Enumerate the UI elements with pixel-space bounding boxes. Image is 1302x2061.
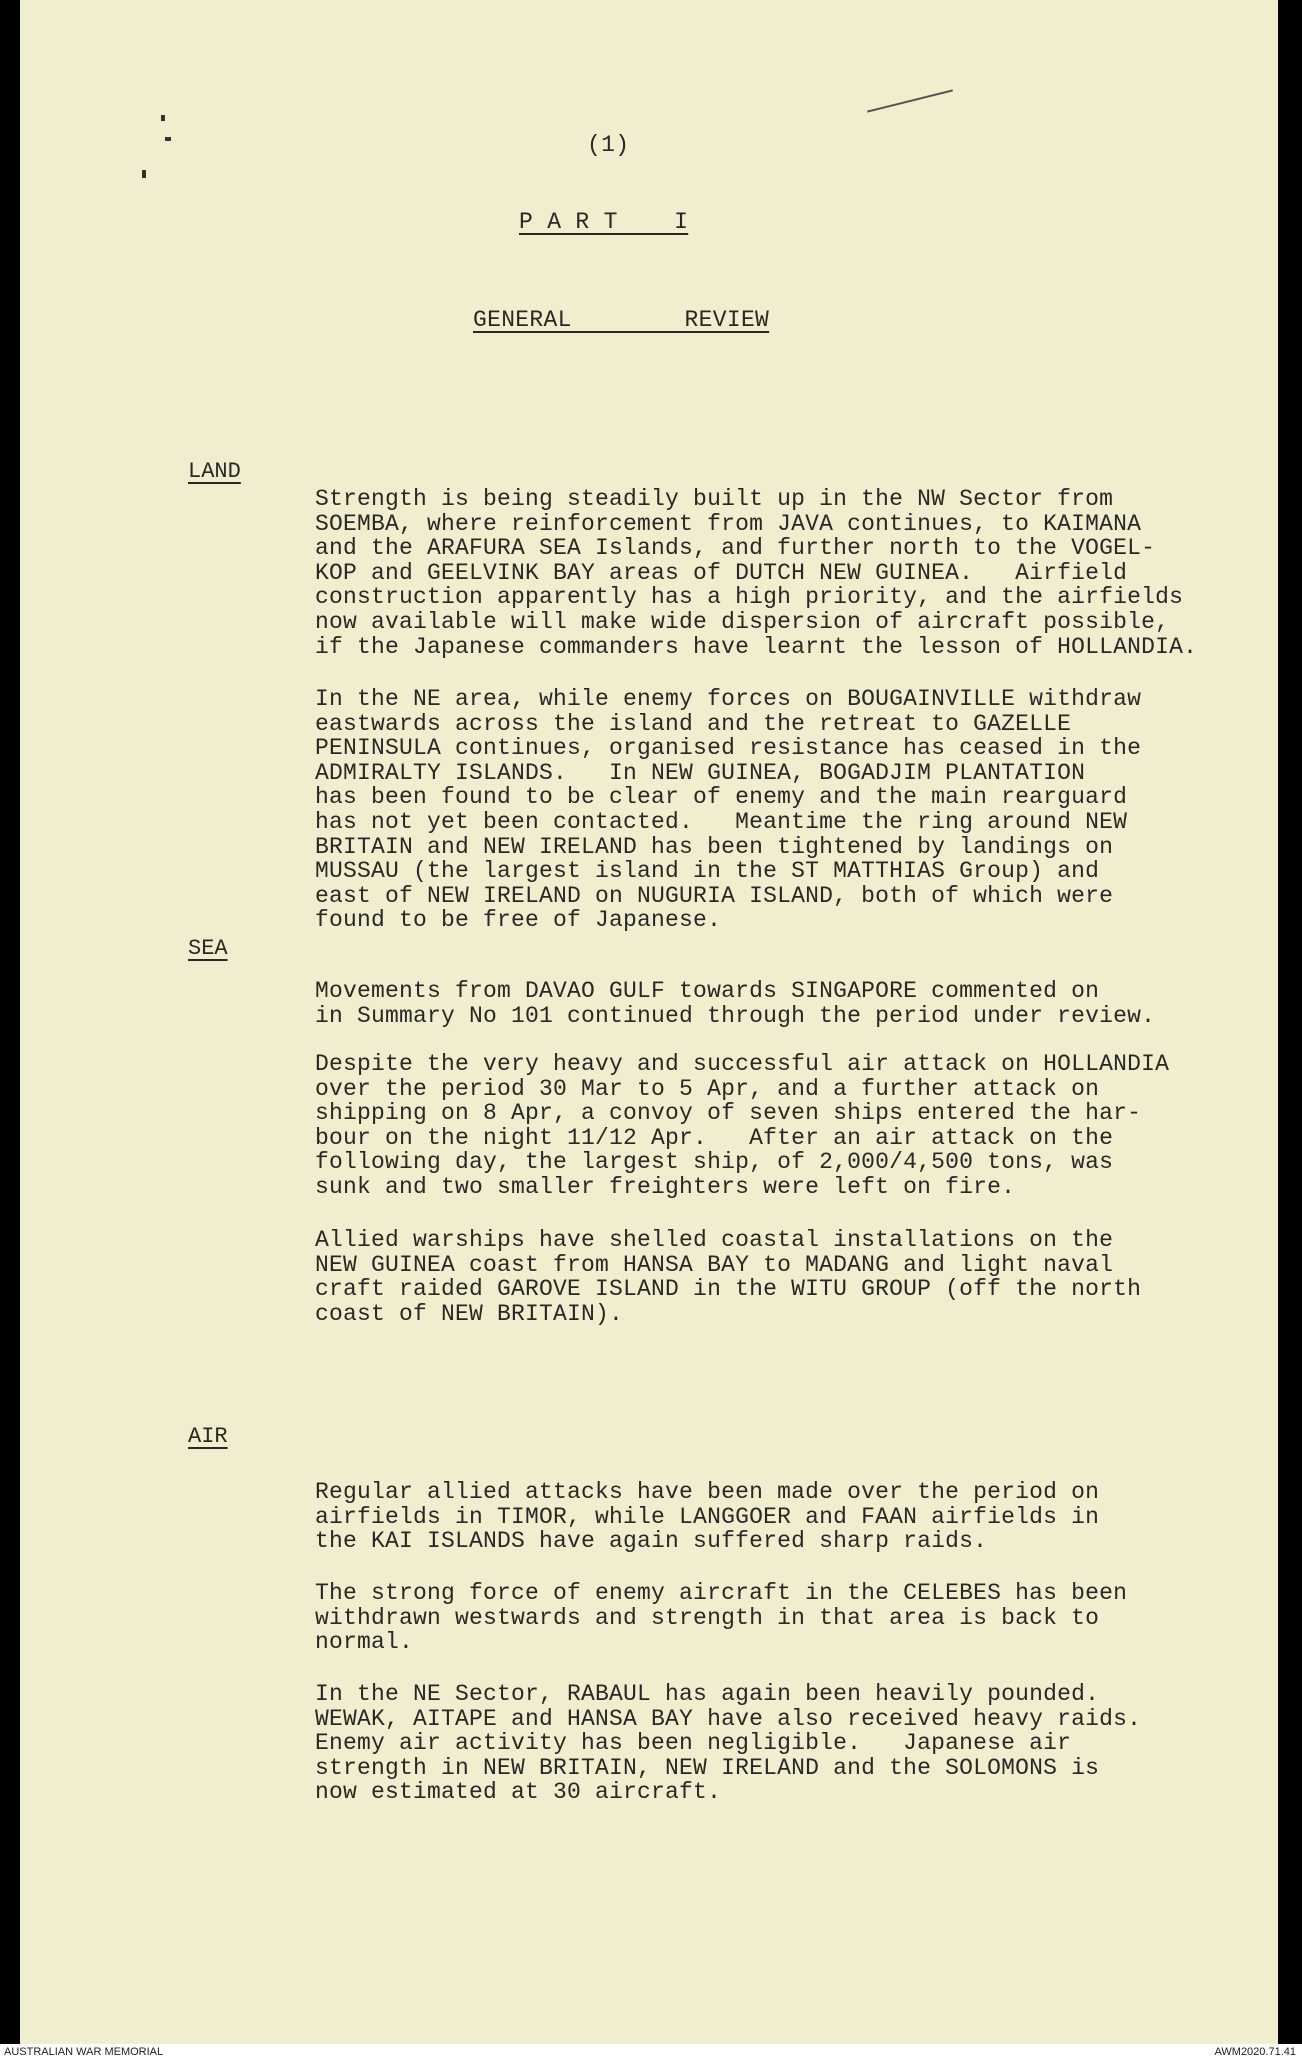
section-title: GENERAL REVIEW bbox=[473, 307, 770, 333]
sea-paragraph-3: Allied warships have shelled coastal installations on the NEW GUINEA coast from HANSA BAY to MADANG and light naval craft raided GAROVE ISLAND in the WITU GROUP (off the north coast of NEW BRITAIN). bbox=[315, 1227, 1142, 1327]
pencil-mark bbox=[867, 89, 953, 112]
land-paragraph-1: Strength is being steadily built up in the NW Sector from SOEMBA, where reinforcement from JAVA continues, to KAIMANA and the ARAFURA SEA Islands, and further north to the VOGEL- KOP and GEELVINK BAY areas of DUTCH NEW GUINEA. Airfield construction apparently has a high priority, and the airfields now available will make wide dispersion of aircraft possible, if the Japanese commanders have learnt the lesson of HOLLANDIA. bbox=[315, 486, 1198, 660]
punch-mark bbox=[142, 170, 146, 178]
document-page bbox=[20, 0, 1278, 2044]
footer-institution: AUSTRALIAN WAR MEMORIAL bbox=[4, 2046, 164, 2058]
land-heading: LAND bbox=[188, 459, 241, 484]
air-paragraph-1: Regular allied attacks have been made over the period on airfields in TIMOR, while LANGGOER and FAAN airfields in the KAI ISLANDS have again suffered sharp raids. bbox=[315, 1479, 1100, 1555]
sea-paragraph-1: Movements from DAVAO GULF towards SINGAPORE commented on in Summary No 101 continued through the period under review. bbox=[315, 978, 1156, 1029]
footer-reference: AWM2020.71.41 bbox=[1214, 2046, 1296, 2058]
sea-heading: SEA bbox=[188, 936, 228, 961]
air-paragraph-3: In the NE Sector, RABAUL has again been heavily pounded. WEWAK, AITAPE and HANSA BAY have also received heavy raids. Enemy air activity has been negligible. Japanese air strength in NEW BRITAIN, NEW IRELAND and the SOLOMONS is now estimated at 30 aircraft. bbox=[315, 1681, 1142, 1806]
sea-paragraph-2: Despite the very heavy and successful air attack on HOLLANDIA over the period 30 Mar to 5 Apr, and a further attack on shipping on 8 Apr, a convoy of seven ships entered the har- bour on the night 11/12 Apr. After an air attack on the following day, the largest ship, of 2,000/4,500 tons, was sunk and two smaller freighters were left on fire. bbox=[315, 1051, 1170, 1200]
part-title: P A R T I bbox=[519, 209, 689, 235]
air-paragraph-2: The strong force of enemy aircraft in the CELEBES has been withdrawn westwards and strength in that area is back to normal. bbox=[315, 1580, 1128, 1656]
air-heading: AIR bbox=[188, 1424, 228, 1449]
punch-mark bbox=[161, 115, 165, 121]
punch-mark bbox=[165, 137, 171, 141]
land-paragraph-2: In the NE area, while enemy forces on BOUGAINVILLE withdraw eastwards across the island and the retreat to GAZELLE PENINSULA continues, organised resistance has ceased in the ADMIRALTY ISLANDS. In NEW GUINEA, BOGADJIM PLANTATION has been found to be clear of enemy and the main rearguard has not yet been contacted. Meantime the ring around NEW BRITAIN and NEW IRELAND has been tightened by landings on MUSSAU (the largest island in the ST MATTHIAS Group) and east of NEW IRELAND on NUGURIA ISLAND, both of which were found to be free of Japanese. bbox=[315, 686, 1142, 934]
page-number: (1) bbox=[587, 132, 630, 158]
archive-footer bbox=[0, 2044, 1302, 2061]
